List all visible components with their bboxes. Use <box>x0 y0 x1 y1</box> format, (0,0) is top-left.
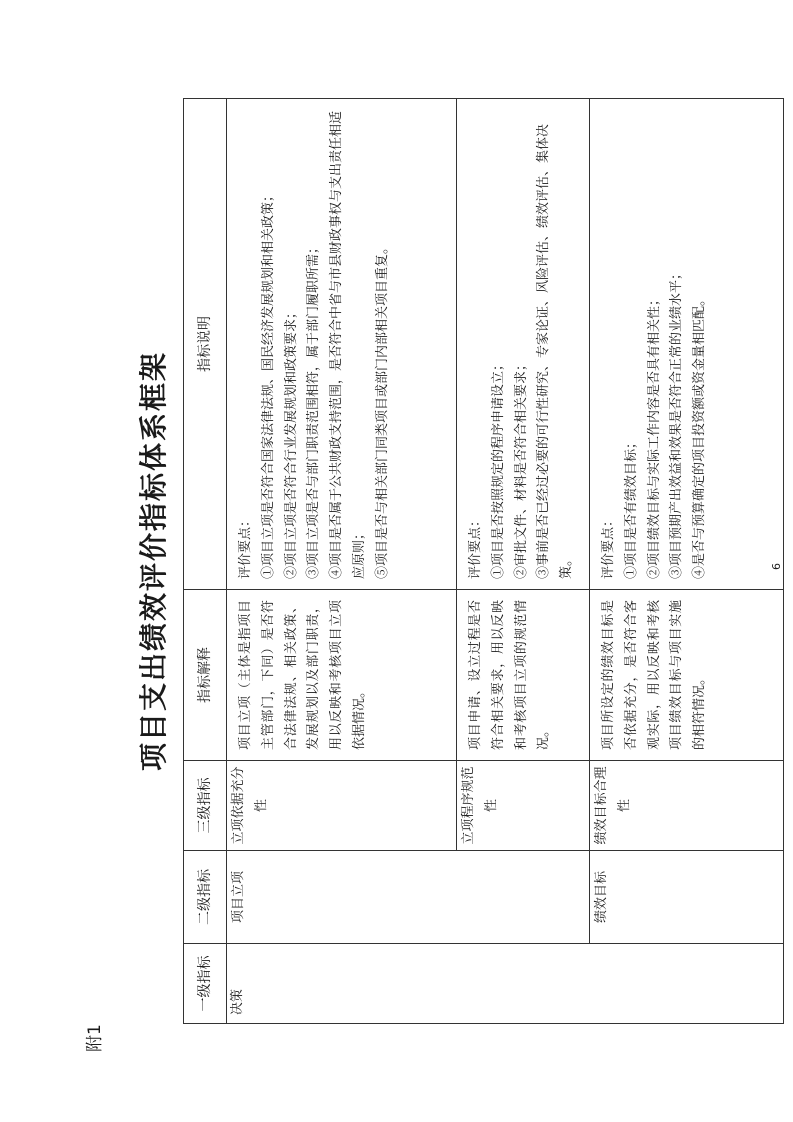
page-number: 6 <box>770 563 783 570</box>
note-line: 评价要点： <box>601 513 616 579</box>
level2-cell: 项目立项 <box>227 851 590 944</box>
note-line: ①项目是否按照规定的程序申请设立； <box>490 357 506 579</box>
note-line: ④是否与预算确定的项目投资额或资金量相匹配。 <box>692 292 707 579</box>
note-line: ②项目立项是否符合行业发展规划和政策要求； <box>283 305 299 579</box>
header-level1: 一级指标 <box>184 944 227 1024</box>
page-title: 项目支出绩效评价指标体系框架 <box>137 351 170 772</box>
explanation-cell: 项目申请、设立过程是否符合相关要求，用以反映和考核项目立项的规范情况。 <box>457 590 590 761</box>
note-line: ⑤项目是否与相关部门同类项目或部门内部相关项目重复。 <box>374 240 390 579</box>
note-line: ②项目绩效目标与实际工作内容是否具有相关性； <box>646 292 662 579</box>
note-line: ①项目立项是否符合国家法律法规、国民经济发展规划和相关政策； <box>260 188 276 579</box>
header-row <box>184 99 227 1024</box>
appendix-label: 附1 <box>85 1024 105 1052</box>
header-explanation: 指标解释 <box>184 590 227 761</box>
indicator-table <box>183 98 784 1024</box>
note-line: ④项目是否属于公共财政支持范围，是否符合中省与市县财政事权与支出责任相适应原则； <box>329 110 367 579</box>
note-line: 评价要点： <box>468 513 483 579</box>
note-line: ③项目预期产出效益和效果是否符合正常的业绩水平； <box>669 266 685 579</box>
note-line: 评价要点： <box>238 513 253 579</box>
note-cell <box>227 99 457 590</box>
table-row <box>590 99 784 1024</box>
note-line: ②审批文件、材料是否符合相关要求； <box>513 357 529 579</box>
header-level2: 二级指标 <box>184 851 227 944</box>
explanation-cell: 项目立项（主体是指项目主管部门，下同）是否符合法律法规、相关政策、发展规划以及部门职责，用以反映和考核项目立项依据情况。 <box>227 590 457 761</box>
note-line: ①项目是否有绩效目标； <box>623 435 639 579</box>
level1-cell: 决策 <box>227 944 784 1024</box>
header-note: 指标说明 <box>184 99 227 590</box>
note-cell <box>457 99 590 590</box>
level2-cell: 绩效目标 <box>590 851 784 944</box>
table-row <box>227 99 457 1024</box>
level3-cell: 立项依据充分性 <box>227 761 457 851</box>
header-level3: 三级指标 <box>184 761 227 851</box>
level3-cell: 绩效目标合理性 <box>590 761 784 851</box>
explanation-cell: 项目所设定的绩效目标是否依据充分，是否符合客观实际，用以反映和考核项目绩效目标与项目实施的相符情况。 <box>590 590 784 761</box>
note-cell <box>590 99 784 590</box>
note-line: ③事前是否已经过必要的可行性研究、专家论证、风险评估、绩效评估、集体决策。 <box>536 123 574 579</box>
level3-cell: 立项程序规范性 <box>457 761 590 851</box>
note-line: ③项目立项是否与部门职责范围相符，属于部门履职所需； <box>306 240 322 579</box>
